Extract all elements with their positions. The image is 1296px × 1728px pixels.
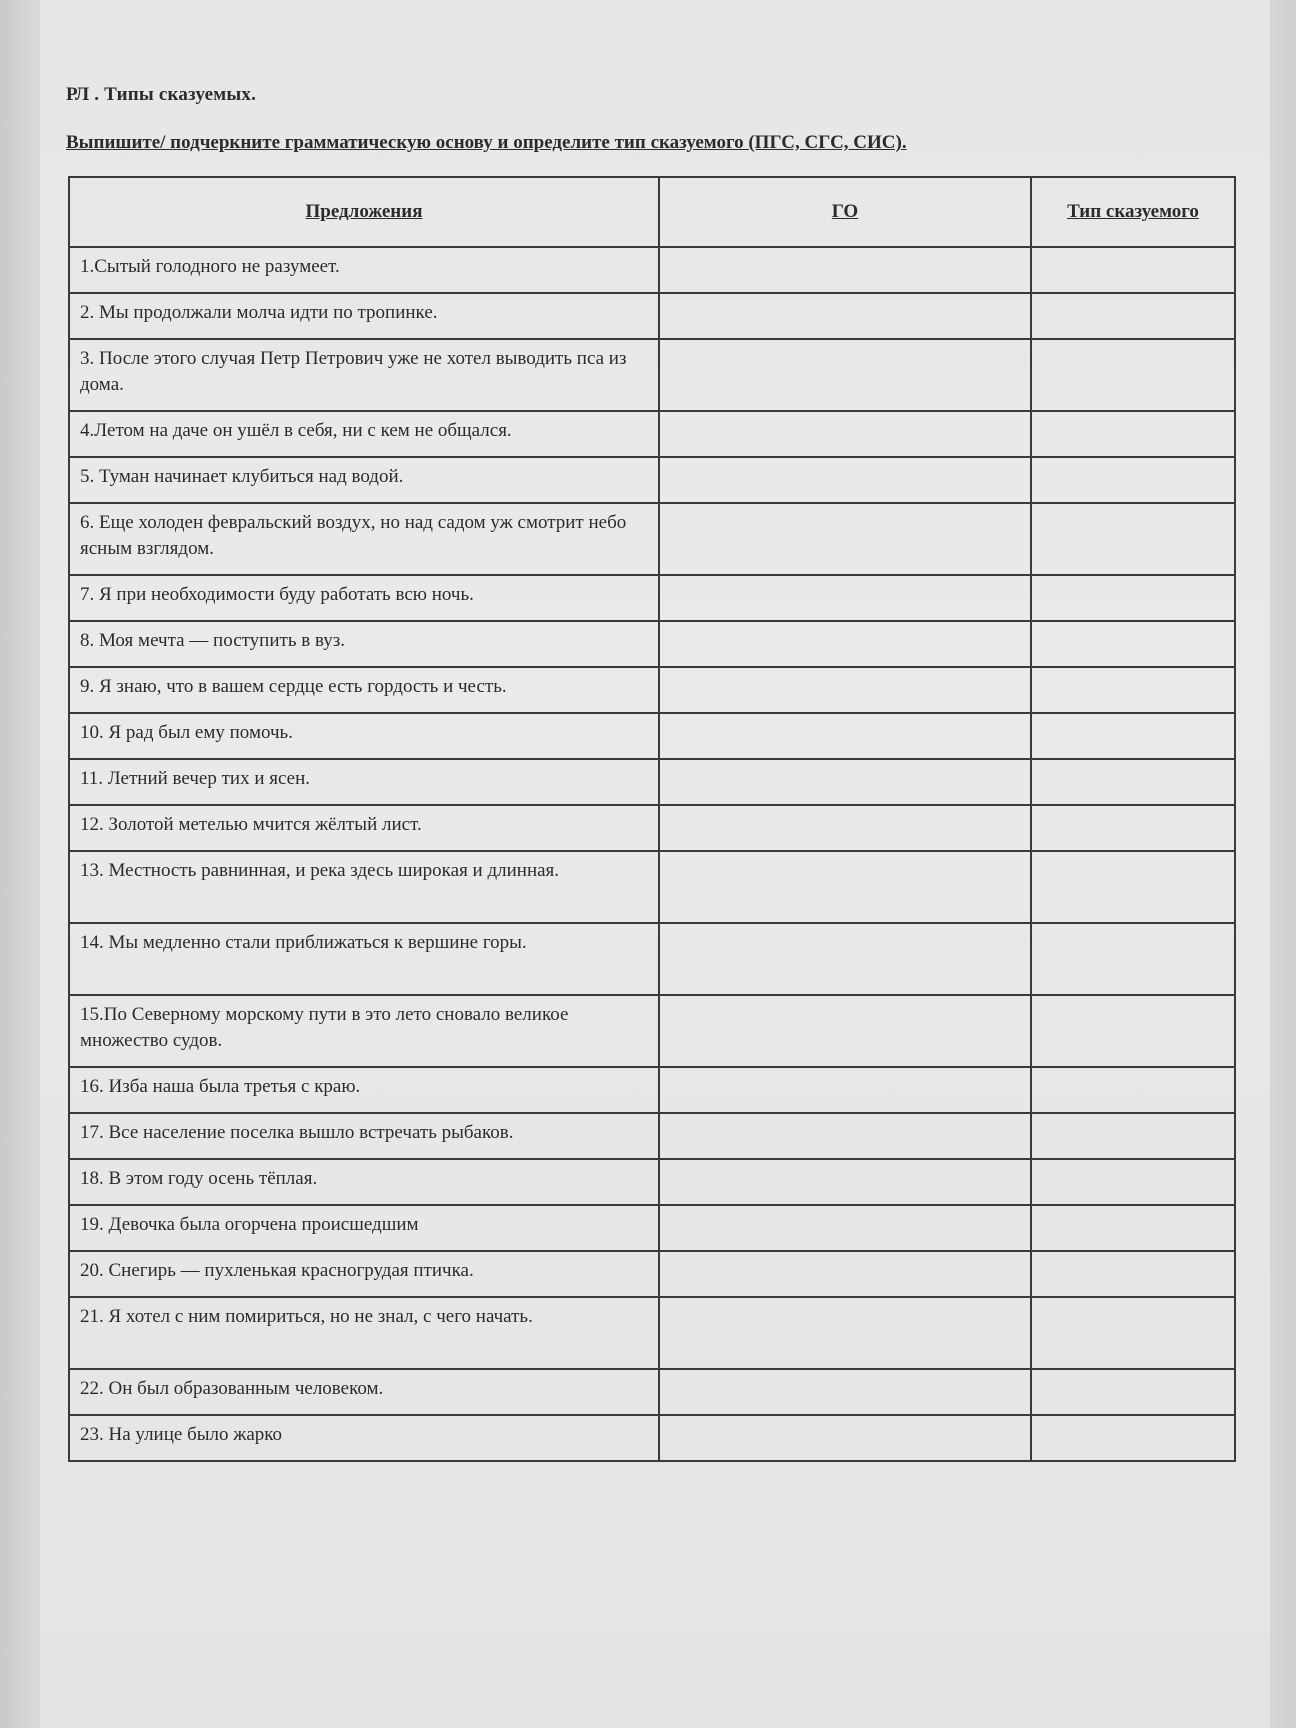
predicate-type-answer-cell[interactable] (1031, 1159, 1235, 1205)
sentence-cell: 7. Я при необходимости буду работать всю ночь. (69, 575, 659, 621)
go-answer-cell[interactable] (659, 1369, 1031, 1415)
sentence-cell: 23. На улице было жарко (69, 1415, 659, 1461)
sentence-cell: 19. Девочка была огорчена происшедшим (69, 1205, 659, 1251)
table-row (69, 759, 1235, 805)
table-row (69, 1159, 1235, 1205)
go-answer-cell[interactable] (659, 805, 1031, 851)
predicate-type-answer-cell[interactable] (1031, 621, 1235, 667)
table-row (69, 851, 1235, 923)
sentence-cell: 14. Мы медленно стали приближаться к вершине горы. (69, 923, 659, 995)
header-sentences: Предложения (69, 177, 659, 247)
go-answer-cell[interactable] (659, 1251, 1031, 1297)
predicate-type-answer-cell[interactable] (1031, 503, 1235, 575)
sentence-cell: 6. Еще холоден февральский воздух, но над садом уж смотрит небо ясным взглядом. (69, 503, 659, 575)
sentence-cell: 18. В этом году осень тёплая. (69, 1159, 659, 1205)
predicate-type-answer-cell[interactable] (1031, 759, 1235, 805)
table-row (69, 339, 1235, 411)
table-header-row (69, 177, 1235, 247)
table-row (69, 805, 1235, 851)
sentence-cell: 10. Я рад был ему помочь. (69, 713, 659, 759)
sentence-cell: 1.Сытый голодного не разумеет. (69, 247, 659, 293)
predicate-type-answer-cell[interactable] (1031, 713, 1235, 759)
predicate-type-answer-cell[interactable] (1031, 1415, 1235, 1461)
table-row (69, 1067, 1235, 1113)
go-answer-cell[interactable] (659, 1297, 1031, 1369)
sentence-cell: 8. Моя мечта — поступить в вуз. (69, 621, 659, 667)
sentence-cell: 4.Летом на даче он ушёл в себя, ни с кем не общался. (69, 411, 659, 457)
sentence-cell: 3. После этого случая Петр Петрович уже не хотел выводить пса из дома. (69, 339, 659, 411)
instruction-text: Выпишите/ подчеркните грамматическую основу и определите тип сказуемого (ПГС, СГС, СИС). (66, 132, 907, 153)
header-predicate-type: Тип сказуемого (1031, 177, 1235, 247)
predicate-type-answer-cell[interactable] (1031, 1205, 1235, 1251)
sentence-cell: 9. Я знаю, что в вашем сердце есть гордость и честь. (69, 667, 659, 713)
predicate-type-answer-cell[interactable] (1031, 923, 1235, 995)
go-answer-cell[interactable] (659, 923, 1031, 995)
go-answer-cell[interactable] (659, 1113, 1031, 1159)
table-row (69, 923, 1235, 995)
go-answer-cell[interactable] (659, 713, 1031, 759)
sentence-cell: 20. Снегирь — пухленькая красногрудая птичка. (69, 1251, 659, 1297)
go-answer-cell[interactable] (659, 1067, 1031, 1113)
go-answer-cell[interactable] (659, 411, 1031, 457)
go-answer-cell[interactable] (659, 575, 1031, 621)
table-row (69, 1113, 1235, 1159)
table-row (69, 247, 1235, 293)
predicate-type-answer-cell[interactable] (1031, 339, 1235, 411)
go-answer-cell[interactable] (659, 293, 1031, 339)
predicate-type-answer-cell[interactable] (1031, 247, 1235, 293)
sentence-cell: 15.По Северному морскому пути в это лето сновало великое множество судов. (69, 995, 659, 1067)
table-row (69, 293, 1235, 339)
predicate-type-answer-cell[interactable] (1031, 1369, 1235, 1415)
table-row (69, 1205, 1235, 1251)
table-row (69, 1369, 1235, 1415)
table-row (69, 1297, 1235, 1369)
predicate-type-answer-cell[interactable] (1031, 1067, 1235, 1113)
predicate-type-answer-cell[interactable] (1031, 411, 1235, 457)
go-answer-cell[interactable] (659, 667, 1031, 713)
go-answer-cell[interactable] (659, 1159, 1031, 1205)
predicate-type-answer-cell[interactable] (1031, 1297, 1235, 1369)
sentence-cell: 11. Летний вечер тих и ясен. (69, 759, 659, 805)
go-answer-cell[interactable] (659, 851, 1031, 923)
go-answer-cell[interactable] (659, 621, 1031, 667)
sentence-cell: 5. Туман начинает клубиться над водой. (69, 457, 659, 503)
table-row (69, 575, 1235, 621)
table-row (69, 667, 1235, 713)
predicate-type-answer-cell[interactable] (1031, 1251, 1235, 1297)
header-go: ГО (659, 177, 1031, 247)
table-row (69, 411, 1235, 457)
go-answer-cell[interactable] (659, 339, 1031, 411)
sentence-cell: 12. Золотой метелью мчится жёлтый лист. (69, 805, 659, 851)
sentence-cell: 13. Местность равнинная, и река здесь широкая и длинная. (69, 851, 659, 923)
sentence-cell: 17. Все население поселка вышло встречать рыбаков. (69, 1113, 659, 1159)
table-row (69, 1251, 1235, 1297)
predicate-type-answer-cell[interactable] (1031, 667, 1235, 713)
sentence-cell: 21. Я хотел с ним помириться, но не знал, с чего начать. (69, 1297, 659, 1369)
predicate-type-answer-cell[interactable] (1031, 805, 1235, 851)
table-body (69, 247, 1235, 1461)
predicate-type-answer-cell[interactable] (1031, 293, 1235, 339)
table-row (69, 1415, 1235, 1461)
predicate-type-answer-cell[interactable] (1031, 457, 1235, 503)
predicate-type-answer-cell[interactable] (1031, 995, 1235, 1067)
sentence-cell: 2. Мы продолжали молча идти по тропинке. (69, 293, 659, 339)
go-answer-cell[interactable] (659, 247, 1031, 293)
sentence-cell: 22. Он был образованным человеком. (69, 1369, 659, 1415)
predicate-type-answer-cell[interactable] (1031, 1113, 1235, 1159)
table-row (69, 457, 1235, 503)
predicate-type-answer-cell[interactable] (1031, 575, 1235, 621)
go-answer-cell[interactable] (659, 1415, 1031, 1461)
table-row (69, 621, 1235, 667)
go-answer-cell[interactable] (659, 457, 1031, 503)
table-row (69, 503, 1235, 575)
go-answer-cell[interactable] (659, 759, 1031, 805)
go-answer-cell[interactable] (659, 995, 1031, 1067)
go-answer-cell[interactable] (659, 1205, 1031, 1251)
sentence-cell: 16. Изба наша была третья с краю. (69, 1067, 659, 1113)
table-row (69, 713, 1235, 759)
page-title: РЛ . Типы сказуемых. (66, 84, 257, 105)
predicate-type-answer-cell[interactable] (1031, 851, 1235, 923)
predicate-types-table (68, 176, 1236, 1462)
go-answer-cell[interactable] (659, 503, 1031, 575)
table-row (69, 995, 1235, 1067)
